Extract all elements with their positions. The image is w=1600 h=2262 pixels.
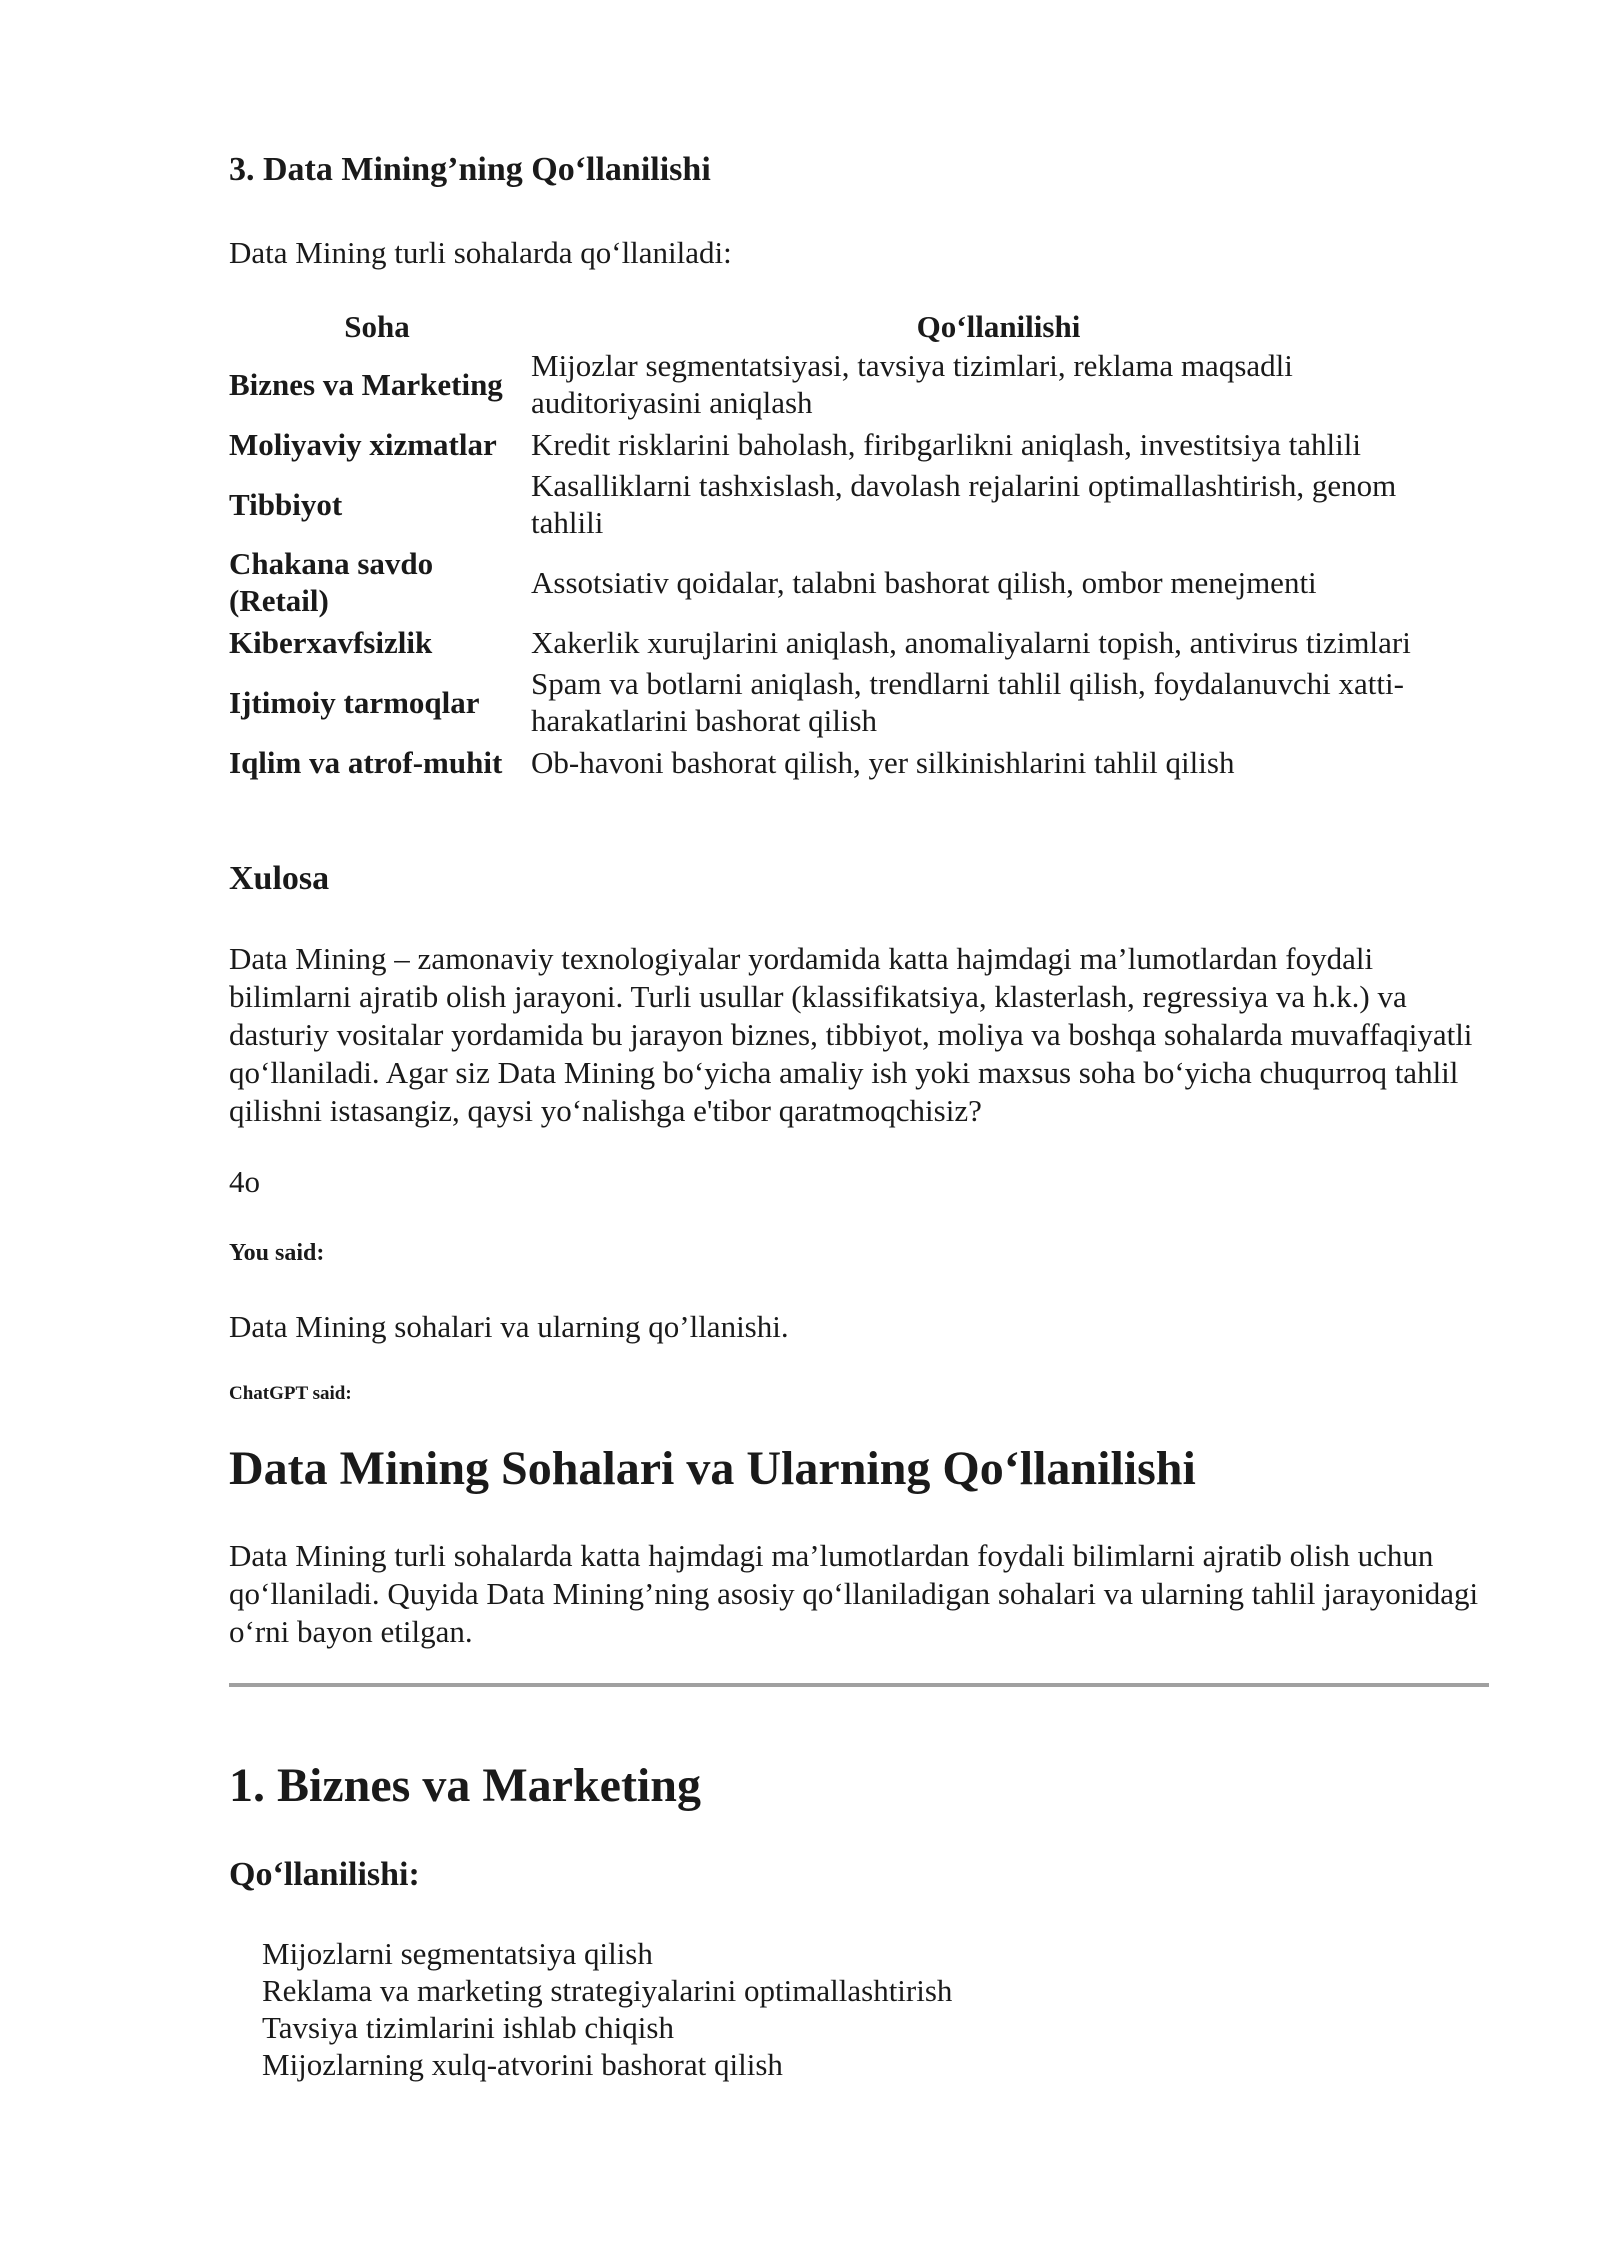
you-said-label: You said:: [229, 1240, 325, 1266]
table-row: [226, 663, 1469, 741]
table-row: [226, 345, 1469, 423]
user-message: Data Mining sohalari va ularning qo’llanishi.: [229, 1309, 789, 1344]
cell-soha: Tibbiyot: [229, 486, 343, 522]
horizontal-divider: [229, 1683, 1489, 1687]
applications-label: Qo‘llanilishi:: [229, 1856, 420, 1893]
cell-qollanilishi: Assotsiativ qoidalar, talabni bashorat qilish, ombor menejmenti: [531, 564, 1317, 600]
list-item: Mijozlarni segmentatsiya qilish: [262, 1936, 653, 1971]
conclusion-text: Data Mining – zamonaviy texnologiyalar yordamida katta hajmdagi ma’lumotlardan foydali bilimlarni ajratib olish jarayoni. Turli usullar (klassifikatsiya, klasterlash, regressiya va h.k.) va dasturiy vositalar yordamida bu jarayon biznes, tibbiyot, moliya va boshqa sohalarda muvaffaqiyatli qo‘llaniladi. Agar siz Data Mining bo‘yicha amaliy ish yoki maxsus soha bo‘yicha chuqurroq tahlil qilishni istasangiz, qaysi yo‘nalishga e'tibor qaratmoqchisiz?: [229, 941, 1473, 1128]
list-item: Reklama va marketing strategiyalarini optimallashtirish: [262, 1973, 953, 2008]
header-soha: Soha: [344, 308, 410, 344]
cell-soha: Biznes va Marketing: [229, 366, 503, 402]
section-intro: Data Mining turli sohalarda qo‘llaniladi:: [229, 235, 732, 270]
applications-list: [262, 1935, 952, 2083]
cell-soha: Moliyaviy xizmatlar: [229, 426, 497, 462]
cell-soha: Kiberxavfsizlik: [229, 624, 433, 660]
table-row: [226, 465, 1469, 543]
cell-qollanilishi: Kredit risklarini baholash, firibgarlikni aniqlash, investitsiya tahlili: [531, 426, 1361, 462]
cell-qollanilishi: Xakerlik xurujlarini aniqlash, anomaliyalarni topish, antivirus tizimlari: [531, 624, 1411, 660]
cell-qollanilishi: Ob-havoni bashorat qilish, yer silkinishlarini tahlil qilish: [531, 744, 1235, 780]
cell-soha: Chakana savdo (Retail): [229, 546, 434, 618]
header-qollanilishi: Qo‘llanilishi: [916, 308, 1081, 344]
cell-soha: Iqlim va atrof-muhit: [229, 744, 503, 780]
cell-soha: Ijtimoiy tarmoqlar: [229, 684, 480, 720]
section-heading: 3. Data Mining’ning Qo‘llanilishi: [229, 151, 711, 188]
table-header-row: [226, 305, 1469, 345]
section1-heading: 1. Biznes va Marketing: [229, 1759, 701, 1812]
list-item: Mijozlarning xulq-atvorini bashorat qilish: [262, 2047, 783, 2082]
response-title: Data Mining Sohalari va Ularning Qo‘llanilishi: [229, 1442, 1196, 1495]
cell-qollanilishi: Mijozlar segmentatsiyasi, tavsiya tizimlari, reklama maqsadli auditoriyasini aniqlash: [531, 348, 1293, 420]
response-intro: Data Mining turli sohalarda katta hajmdagi ma’lumotlardan foydali bilimlarni ajratib olish uchun qo‘llaniladi. Quyida Data Mining’ning asosiy qo‘llaniladigan sohalari va ularning tahlil jarayonidagi o‘rni bayon etilgan.: [229, 1538, 1479, 1649]
model-label: 4o: [229, 1164, 260, 1199]
chatgpt-said-label: ChatGPT said:: [229, 1383, 352, 1404]
applications-table: [226, 305, 1469, 783]
table-row: [226, 741, 1469, 783]
table-row: [226, 423, 1469, 465]
cell-qollanilishi: Spam va botlarni aniqlash, trendlarni tahlil qilish, foydalanuvchi xatti-harakatlarini bashorat qilish: [531, 666, 1404, 738]
cell-qollanilishi: Kasalliklarni tashxislash, davolash rejalarini optimallashtirish, genom tahlili: [531, 468, 1397, 540]
table-row: [226, 543, 1469, 621]
table-row: [226, 621, 1469, 663]
list-item: Tavsiya tizimlarini ishlab chiqish: [262, 2010, 674, 2045]
conclusion-heading: Xulosa: [229, 860, 330, 897]
